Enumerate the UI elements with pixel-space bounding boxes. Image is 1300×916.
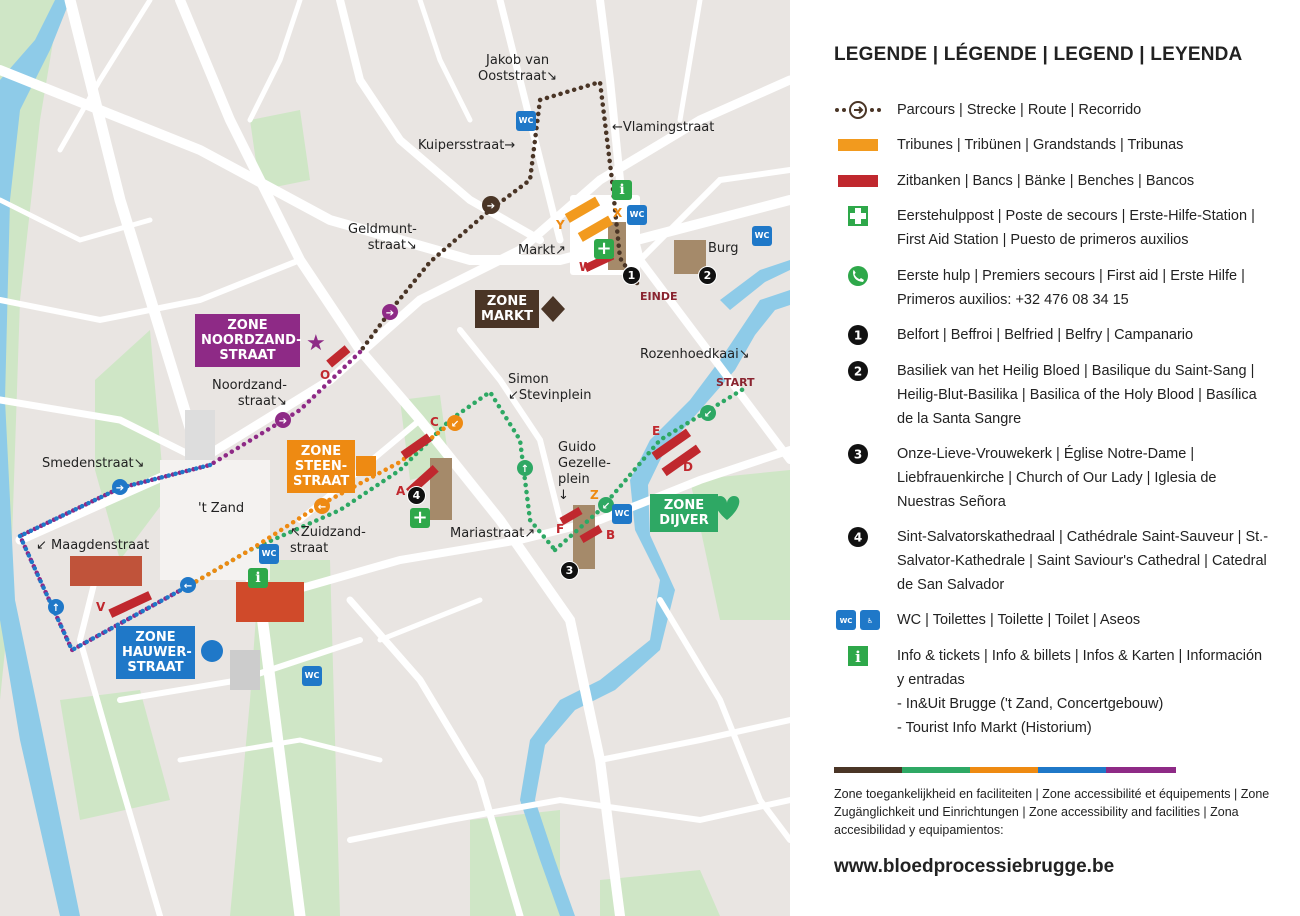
bench-label-f: F [556,522,565,536]
first-aid-station-icon [834,206,882,226]
grandstand-label-y: Y [556,218,565,232]
wc-icon: WC [516,111,536,131]
street-label-maagdenstraat: ↙ Maagdenstraat [36,538,150,553]
info-icon: i [248,568,268,588]
bench-label-v: V [96,600,106,614]
street-label-geldmuntstraat: Geldmunt- straat↘ [348,222,417,253]
number-3-icon [834,444,882,464]
svg-text:i: i [855,648,861,666]
number-2-icon [834,361,882,381]
bench-label-b: B [606,528,616,542]
legend-text: Eerste hulp | Premiers secours | First aid | Erste Hilfe | Primeros auxilios: +32 476 08 34 15 [897,268,1245,308]
legend-text: Parcours | Strecke | Route | Recorrido [897,102,1142,118]
zone-info-text: Zone toegankelijkheid en faciliteiten | Zone accessibilité et équipements | Zone Zugänglichkeit und Einrichtungen | Zone accessibility and facilities | Zona accesibilidad y equipamientos: [834,787,1270,837]
phone-icon [834,266,882,286]
street-label-kuipersstraat: Kuipersstraat→ [418,138,516,153]
wc-icon: WC [752,226,772,246]
legend-text: Eerstehulppost | Poste de secours | Erste-Hilfe-Station | First Aid Station | Puesto de primeros auxilios [897,208,1255,248]
svg-text:↙: ↙ [703,409,713,420]
legend-text: Onze-Lieve-Vrouwekerk | Église Notre-Dame | Liebfrauenkirche | Church of Our Lady | Iglesia de Nuestras Señora [897,446,1217,510]
zone-color-swatch-dijver [902,767,972,773]
street-label-mariastraat: Mariastraat↗ [450,526,536,541]
zone-noordzandstraat[interactable]: ZONE NOORDZAND- STRAAT [195,314,300,367]
info-icon [834,646,882,666]
street-label-zuidzandstraat: ↖Zuidzand- straat [290,525,366,556]
number-label: 1 [853,328,863,343]
street-label-noordzandstraat: Noordzand- straat↘ [212,378,287,409]
zone-dijver[interactable]: ZONE DIJVER [650,494,718,532]
zone-color-swatch-hauwerstraat [1038,767,1108,773]
wc-icon: WC [612,504,632,524]
zone-steenstraat[interactable]: ZONE STEEN- STRAAT [287,440,355,493]
zone-hauwerstraat[interactable]: ZONE HAUWER- STRAAT [116,626,195,679]
legend-text: Info & tickets | Info & billets | Infos & Karten | Información y entradas - In&Uit Brugge ('t Zand, Concertgebouw) - Tourist Info Markt (Historium) [897,648,1263,736]
number-1-icon [834,325,882,345]
cathedral-marker[interactable]: 4 [407,486,426,505]
zone-color-swatch-steenstraat [970,767,1040,773]
svg-text:WC: WC [839,617,853,625]
bench-label-w: W [579,260,593,274]
street-label-burg: Burg [708,241,739,256]
zone-markt[interactable]: ZONE MARKT [475,290,539,328]
bench-label-e: E [652,424,661,438]
belfry-marker[interactable]: 1 [622,266,641,285]
street-label-guido-gezelleplein: Guido Gezelle- plein ↓ [558,440,611,503]
street-label-markt: Markt↗ [518,243,567,258]
bench-label-o: O [320,368,331,382]
svg-text:←: ← [183,581,193,592]
svg-text:↑: ↑ [51,603,61,614]
legend-text: Belfort | Beffroi | Belfried | Belfry | Campanario [897,327,1194,343]
street-label-vlamingstraat: ←Vlamingstraat [612,120,715,135]
legend-text: Sint-Salvatorskathedraal | Cathédrale Saint-Sauveur | St.-Salvator-Kathedrale | Saint Saviour's Cathedral | Catedral de San Salvador [897,529,1269,593]
route-icon [834,100,882,120]
number-4-icon [834,527,882,547]
svg-text:←: ← [317,502,327,513]
svg-text:↑: ↑ [520,464,530,475]
bench-label-c: C [430,415,439,429]
wc-icon [834,610,882,630]
svg-text:➔: ➔ [278,416,288,427]
church-of-our-lady-marker[interactable]: 3 [560,561,579,580]
route-end-label: EINDE [640,290,678,303]
website-link[interactable]: www.bloedprocessiebrugge.be [834,856,1115,877]
bench-label-d: D [683,460,693,474]
svg-text:↙: ↙ [601,501,611,512]
wc-icon: WC [259,544,279,564]
svg-text:➔: ➔ [385,308,395,319]
street-label-simon-stevinplein: Simon ↙Stevinplein [508,372,592,403]
street-label-rozenhoedkaai: Rozenhoedkaai↘ [640,347,750,362]
number-label: 2 [853,364,863,379]
zone-color-swatch-markt [834,767,904,773]
svg-text:♿: ♿ [866,617,874,625]
legend-text: Zitbanken | Bancs | Bänke | Benches | Bancos [897,173,1195,189]
bench-label-a: A [396,484,406,498]
grandstand-icon [834,135,882,155]
svg-text:★: ★ [306,331,326,356]
first-aid-icon: + [594,239,614,259]
wc-icon: WC [627,205,647,225]
street-label-t-zand: 't Zand [198,501,245,516]
info-icon: i [612,180,632,200]
legend-text: WC | Toilettes | Toilette | Toilet | Aseos [897,612,1141,628]
basilica-marker[interactable]: 2 [698,266,717,285]
legend-panel [790,0,1300,916]
street-label-jakob-van-ooststraat: Jakob van Ooststraat↘ [478,53,558,84]
first-aid-icon: + [410,508,430,528]
grandstand-label-x: X [613,206,623,220]
svg-text:↙: ↙ [450,419,460,430]
legend-text: Basiliek van het Heilig Bloed | Basilique du Saint-Sang | Heilig-Blut-Basilika | Basilica of the Holy Blood | Basílica de la Santa Sangre [897,363,1257,427]
svg-text:➔: ➔ [115,483,125,494]
number-label: 4 [853,530,863,545]
zone-color-swatch-noordzandstraat [1106,767,1176,773]
number-label: 3 [853,447,863,462]
legend-title: LEGENDE | LÉGENDE | LEGEND | LEYENDA [834,44,1243,65]
wc-icon: WC [302,666,322,686]
bench-icon [834,171,882,191]
svg-text:➔: ➔ [486,201,496,212]
street-label-smedenstraat: Smedenstraat↘ [42,456,145,471]
route-start-label: START [716,376,755,389]
legend-text: Tribunes | Tribünen | Grandstands | Tribunas [897,137,1184,153]
grandstand-label-z: Z [590,488,599,502]
